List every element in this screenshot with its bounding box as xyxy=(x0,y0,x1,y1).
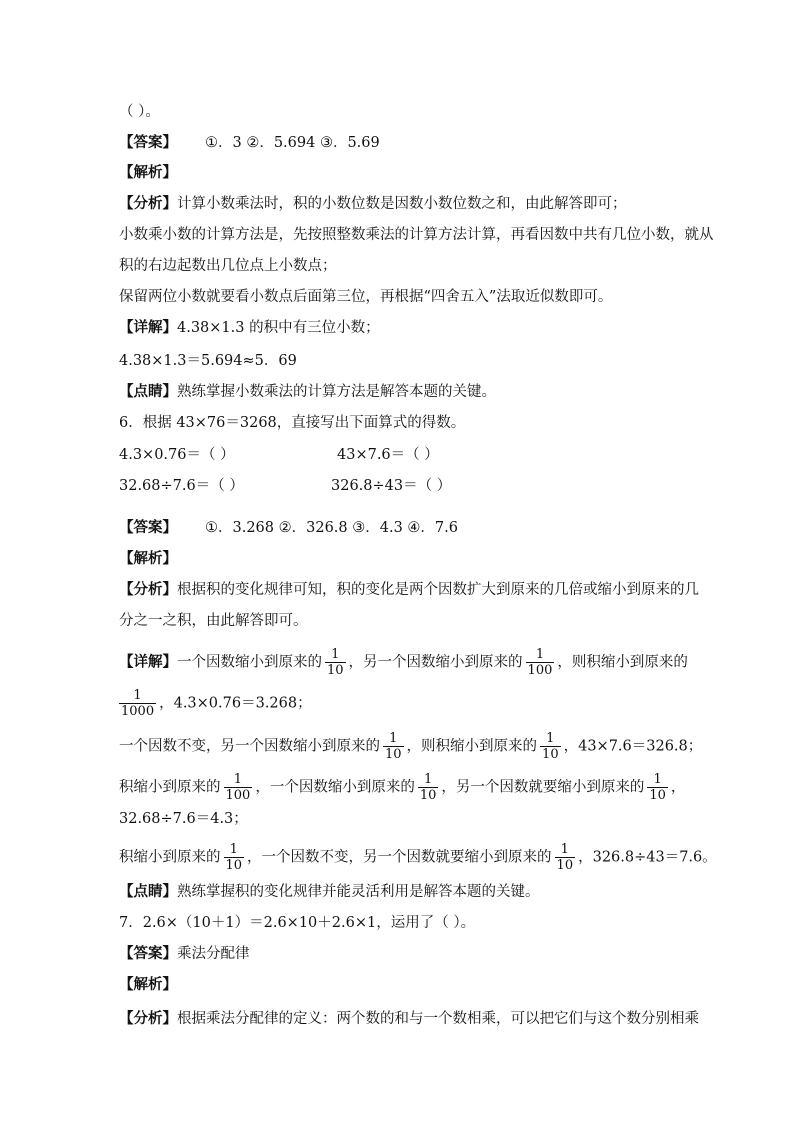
detail-text: 一个因数缩小到原来的 xyxy=(177,654,322,671)
frac-den: 10 xyxy=(419,788,437,803)
detail-text: ，另一个因数就要缩小到原来的 xyxy=(441,779,645,796)
detail-text: 积缩小到原来的 xyxy=(119,849,221,866)
q5-xiangjie xyxy=(119,318,754,338)
detail-text: ，一个因数不变，另一个因数就要缩小到原来的 xyxy=(247,849,552,866)
detail-text: ，326.8÷43＝7.6。 xyxy=(578,849,717,866)
detail-text: ，一个因数缩小到原来的 xyxy=(255,779,415,796)
q7-fenxi xyxy=(119,1009,754,1029)
answer-tag: 【答案】 xyxy=(119,519,177,536)
q5-fenxi-line3: 积的右边起数出几位点上小数点； xyxy=(119,258,337,274)
frac-num: 1 xyxy=(647,772,668,788)
frac-den: 10 xyxy=(225,858,243,873)
detail-text: ，43×7.6＝326.8； xyxy=(563,738,703,755)
dianjing-tag: 【点睛】 xyxy=(119,383,177,400)
fraction-1-1000 xyxy=(119,688,156,719)
q7-answer xyxy=(119,944,754,964)
detail-text: ， xyxy=(670,779,686,796)
frac-den: 10 xyxy=(556,858,574,873)
fenxi-tag: 【分析】 xyxy=(119,195,177,212)
detail-text: ，则积缩小到原来的 xyxy=(557,654,688,671)
fraction-1-10 xyxy=(224,842,245,873)
q6-r1a: 4.3×0.76＝（ ） xyxy=(119,447,235,463)
fraction-1-10 xyxy=(647,772,668,803)
detail-text: ，4.3×0.76＝3.268； xyxy=(159,695,312,712)
answer-tag: 【答案】 xyxy=(119,134,177,151)
frac-num: 1 xyxy=(119,688,156,704)
q7-jiexi: 【解析】 xyxy=(119,976,177,993)
fraction-1-10 xyxy=(383,731,404,762)
fenxi-text: 计算小数乘法时，积的小数位数是因数小数位数之和，由此解答即可； xyxy=(177,196,627,212)
q5-fenxi xyxy=(119,194,754,214)
fenxi-tag: 【分析】 xyxy=(119,581,177,598)
frac-num: 1 xyxy=(383,731,404,747)
q6-r1b: 43×7.6＝（ ） xyxy=(337,447,439,463)
frac-num: 1 xyxy=(418,772,439,788)
xiangjie-text: 4.38×1.3 的积中有三位小数； xyxy=(177,320,380,336)
frac-den: 10 xyxy=(385,747,402,762)
fraction-1-10 xyxy=(540,731,561,762)
q6-detail-2 xyxy=(119,688,754,719)
xiangjie-tag: 【详解】 xyxy=(119,653,177,671)
q6-row2 xyxy=(119,476,754,496)
frac-num: 1 xyxy=(325,647,346,663)
frac-num: 1 xyxy=(224,842,245,858)
q5-answer xyxy=(119,133,754,153)
answer-text: ①．3 ②．5.694 ③．5.69 xyxy=(205,135,380,151)
frac-den: 100 xyxy=(225,788,251,803)
frac-den: 10 xyxy=(649,788,666,803)
q5-fenxi-line2: 小数乘小数的计算方法是，先按照整数乘法的计算方法计算，再看因数中共有几位小数，就从 xyxy=(119,227,714,243)
q6-detail-1 xyxy=(119,647,754,678)
frac-num: 1 xyxy=(540,731,561,747)
q5-calc: 4.38×1.3＝5.694≈5．69 xyxy=(119,353,297,369)
detail-text: ，则积缩小到原来的 xyxy=(406,738,538,755)
q5-jiexi: 【解析】 xyxy=(119,164,177,181)
answer-text: ①．3.268 ②．326.8 ③．4.3 ④．7.6 xyxy=(205,520,458,536)
fenxi-text: 根据积的变化规律可知，积的变化是两个因数扩大到原来的几倍或缩小到原来的几 xyxy=(177,582,699,598)
fraction-1-100 xyxy=(224,772,253,803)
q6-detail-3 xyxy=(119,731,754,762)
dianjing-text: 熟练掌握小数乘法的计算方法是解答本题的关键。 xyxy=(177,384,496,400)
q6-r2a: 32.68÷7.6＝（ ） xyxy=(119,478,244,494)
fraction-1-100 xyxy=(526,647,555,678)
detail-text: ，另一个因数缩小到原来的 xyxy=(348,654,523,671)
frac-den: 10 xyxy=(327,663,344,678)
q6-r2b: 326.8÷43＝（ ） xyxy=(331,478,452,494)
fraction-1-10 xyxy=(418,772,439,803)
q6-jiexi: 【解析】 xyxy=(119,550,177,567)
frac-num: 1 xyxy=(224,772,253,788)
xiangjie-tag: 【详解】 xyxy=(119,319,177,336)
frac-den: 1000 xyxy=(121,704,155,719)
frac-num: 1 xyxy=(555,842,576,858)
q6-detail-5: 32.68÷7.6＝4.3； xyxy=(119,811,248,827)
answer-text: 乘法分配律 xyxy=(177,946,250,962)
frac-den: 10 xyxy=(542,747,559,762)
q6-detail-4 xyxy=(119,772,754,803)
q6-detail-6 xyxy=(119,842,754,873)
q6-question: 6．根据 43×76＝3268，直接写出下面算式的得数。 xyxy=(119,415,466,431)
q6-fenxi-line2: 分之一之积，由此解答即可。 xyxy=(119,613,308,629)
q6-row1 xyxy=(119,445,754,465)
frac-num: 1 xyxy=(526,647,555,663)
detail-text: 积缩小到原来的 xyxy=(119,779,221,796)
frac-den: 100 xyxy=(527,663,553,678)
fenxi-tag: 【分析】 xyxy=(119,1010,177,1027)
q7-question: 7．2.6×（10＋1）＝2.6×10＋2.6×1，运用了（ ）。 xyxy=(119,915,476,931)
q6-fenxi xyxy=(119,580,754,600)
fraction-1-10 xyxy=(325,647,346,678)
q6-answer xyxy=(119,518,754,538)
detail-text: 一个因数不变，另一个因数缩小到原来的 xyxy=(119,738,380,755)
fenxi-text: 根据乘法分配律的定义：两个数的和与一个数相乘，可以把它们与这个数分别相乘 xyxy=(177,1011,699,1027)
q5-fenxi-line4: 保留两位小数就要看小数点后面第三位，再根据“四舍五入”法取近似数即可。 xyxy=(119,289,613,305)
fraction-1-10 xyxy=(555,842,576,873)
q5-blank: （ ）。 xyxy=(119,104,160,120)
dianjing-tag: 【点睛】 xyxy=(119,883,177,900)
answer-tag: 【答案】 xyxy=(119,945,177,962)
dianjing-text: 熟练掌握积的变化规律并能灵活利用是解答本题的关键。 xyxy=(177,884,540,900)
q5-dianjing xyxy=(119,382,754,402)
q6-dianjing xyxy=(119,882,754,902)
